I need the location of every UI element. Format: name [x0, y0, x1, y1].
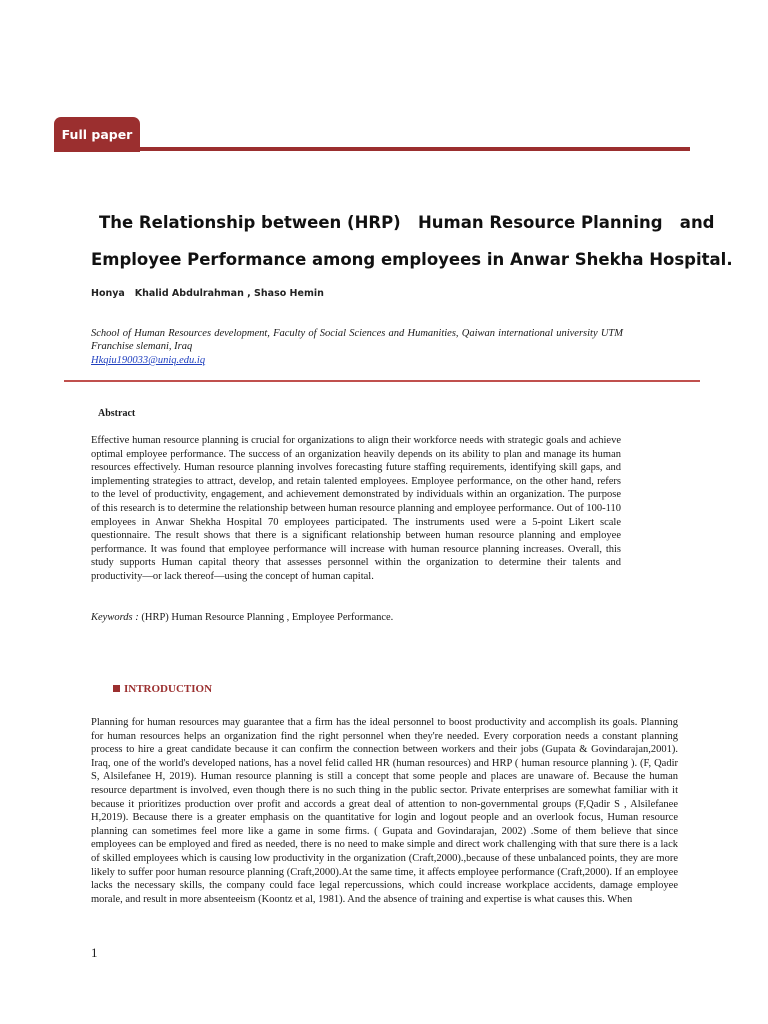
keywords: [91, 612, 393, 623]
author-email-link[interactable]: Hkqiu190033@uniq.edu.iq: [91, 355, 206, 366]
keywords-label: Keywords :: [91, 612, 139, 623]
paper-title-line-2: Employee Performance among employees in Anwar Shekha Hospital.: [91, 250, 733, 269]
bullet-square-icon: [113, 685, 120, 692]
section-divider: [64, 380, 700, 382]
introduction-heading-label: INTRODUCTION: [124, 683, 213, 695]
authors: Honya Khalid Abdulrahman , Shaso Hemin: [91, 288, 324, 299]
page-number: 1: [91, 945, 98, 960]
abstract-heading: Abstract: [98, 408, 136, 419]
introduction-heading: [113, 683, 212, 695]
header-rule: [54, 147, 690, 151]
introduction-text: Planning for human resources may guarantee that a firm has the ideal personnel to boost productivity and accomplish its goals. Planning for human resources helps an organization find the right personnel when they're needed. Every corporation needs a constant planning process to hire a great candidate because it can confirm the connection between workers and their jobs (Gupata & Govindarajan,2001). Iraq, one of the world's developed nations, has a novel felid called HR (human resources) and HRP ( human resource planning ). (F, Qadir S, Alsilefanee H, 2019). Human resource planning is still a concept that some people and places are unaware of. Because the human resource department is involved, even though there is no such thing in the public sector. Private enterprises are somewhat familiar with it because it prioritizes production over profit and accords a great deal of attention to non-governmental groups (F,Qadir S , Alsilefanee H,2019). Because there is a greater emphasis on the quantitative for login and logout people and an overlook focus, Human resource planning can sometimes feel more like a game in some firms. ( Gupata and Govindarajan, 2002) .Some of them believe that since employees can be employed and fired as needed, there is no need to make simple and direct work challenging with that sure there is a lack of skilled employees which is causing low productivity in the organization (Craft,2000).,because of these unbalanced points, they are more likely to suffer poor human resource planning (Craft,2000).At the same time, it affects employee performance (Craft,2000). If an employee lacks the necessary skills, the company could face legal repercussions, which could increase workplace accidents, damage employee morale, and result in more absenteeism (Koontz et al, 1981). And the absence of training and expertise is what causes this. When: [91, 717, 678, 905]
paper-title-line-1: The Relationship between (HRP) Human Resource Planning and: [99, 213, 715, 232]
abstract-text: Effective human resource planning is crucial for organizations to align their workforce needs with strategic goals and achieve optimal employee performance. The success of an organization heavily depends on its ability to plan and manage its human resources effectively. Human resource planning involves forecasting future staffing requirements, identifying skill gaps, and implementing strategies to attract, develop, and retain talented employees. Employee performance, on the other hand, refers to the level of productivity, engagement, and achievement demonstrated by individuals within an organization. The purpose of this research is to determine the relationship between human resource planning and employee performance. Out of 100-110 employees in Anwar Shekha Hospital 70 employees participated. The instruments used were a 5-point Likert scale questionnaire. The result shows that there is a significant relationship between human resource planning and employee performance. It was found that employee performance will increase with human resource planning increases. Overall, this study supports Human capital theory that assesses personnel within the organization to determine their talents and productivity—or lack thereof—using the concept of human capital.: [91, 435, 621, 582]
keywords-text: (HRP) Human Resource Planning , Employee Performance.: [138, 612, 394, 623]
full-paper-badge: Full paper: [54, 117, 140, 152]
affiliation: School of Human Resources development, Faculty of Social Sciences and Humanities, Qaiwan international university UTM Franchise slemani, Iraq: [91, 328, 623, 352]
